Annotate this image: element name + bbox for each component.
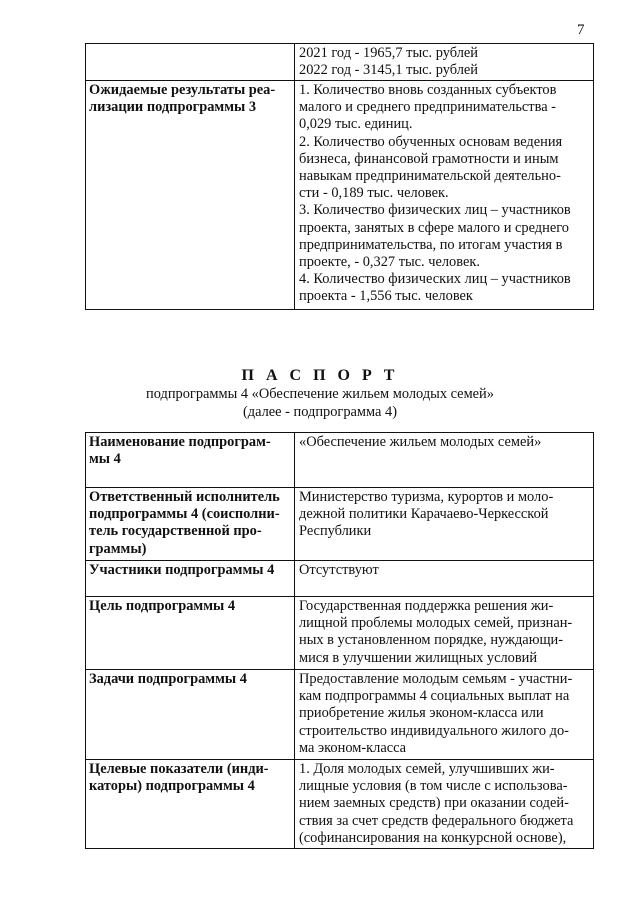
table-row xyxy=(86,44,594,81)
table-row xyxy=(86,561,594,597)
value-line: ных в установленном порядке, нуждающи- xyxy=(299,632,564,649)
value-line: сти - 0,189 тыс. человек. xyxy=(299,185,449,202)
value-line: Государственная поддержка решения жи- xyxy=(299,598,554,614)
row-value xyxy=(295,488,594,561)
value-line: (софинансирования на конкурсной основе), xyxy=(299,829,567,846)
row-value xyxy=(295,561,594,597)
value-line: лищные условия (в том числе с использова- xyxy=(299,778,568,795)
label-line: граммы) xyxy=(89,540,147,557)
value-line: ма эконом-класса xyxy=(299,739,407,756)
label-line: каторы) подпрограммы 4 xyxy=(89,778,255,795)
row-label xyxy=(86,433,295,488)
row-value xyxy=(295,433,594,488)
label-line: Ожидаемые результаты реа- xyxy=(89,82,276,98)
value-line: строительство индивидуального жилого до- xyxy=(299,722,569,739)
label-line: мы 4 xyxy=(89,451,121,468)
value-line: 2022 год - 3145,1 тыс. рублей xyxy=(299,62,478,79)
row-label xyxy=(86,488,295,561)
label-line: Цель подпрограммы 4 xyxy=(89,598,236,614)
label-line: Ответственный исполнитель xyxy=(89,489,280,505)
value-line: бизнеса, финансовой грамотности и иным xyxy=(299,150,559,167)
label-line: подпрограммы 4 (соисполни- xyxy=(89,506,280,523)
value-line: 1. Количество вновь созданных субъектов xyxy=(299,82,557,98)
value-line: навыкам предпринимательской деятельно- xyxy=(299,168,561,185)
label-line: Наименование подпрограм- xyxy=(89,434,271,450)
value-line: приобретение жилья эконом-класса или xyxy=(299,705,544,722)
subprogram-3-table xyxy=(85,43,594,310)
page-number: 7 xyxy=(577,22,585,38)
table-row xyxy=(86,597,594,670)
value-line: 0,029 тыс. единиц. xyxy=(299,116,413,133)
table-row xyxy=(86,670,594,760)
label-line: Участники подпрограммы 4 xyxy=(89,562,275,578)
row-value xyxy=(295,760,594,849)
row-label xyxy=(86,670,295,760)
label-line: тель государственной про- xyxy=(89,523,262,540)
subprogram-4-passport-table xyxy=(85,432,594,849)
label-line: лизации подпрограммы 3 xyxy=(89,99,257,116)
value-line: Республики xyxy=(299,523,372,540)
value-line: проекта - 1,556 тыс. человек xyxy=(299,288,473,305)
table-row xyxy=(86,433,594,488)
value-line: Отсутствуют xyxy=(299,562,379,578)
table-row xyxy=(86,81,594,310)
passport-subtitle-note: (далее - подпрограмма 4) xyxy=(242,404,398,420)
value-line: ствия за счет средств федерального бюджета xyxy=(299,812,574,829)
label-line: Целевые показатели (инди- xyxy=(89,761,269,777)
value-line: 4. Количество физических лиц – участников xyxy=(299,271,571,288)
row-label xyxy=(86,760,295,849)
value-line: мися в улучшении жилищных условий xyxy=(299,649,538,666)
row-value xyxy=(295,670,594,760)
value-line: малого и среднего предпринимательства - xyxy=(299,99,556,116)
value-line: дежной политики Карачаево-Черкесской xyxy=(299,506,549,523)
value-line: лищной проблемы молодых семей, признан- xyxy=(299,615,573,632)
value-line: проекте, - 0,327 тыс. человек. xyxy=(299,254,480,271)
value-line: нием заемных средств) при оказании содей- xyxy=(299,795,569,812)
value-line: 1. Доля молодых семей, улучшивших жи- xyxy=(299,761,555,777)
value-line: 3. Количество физических лиц – участников xyxy=(299,202,571,219)
label-line: Задачи подпрограммы 4 xyxy=(89,671,247,687)
table-row xyxy=(86,488,594,561)
row-value xyxy=(295,44,594,81)
value-line: «Обеспечение жильем молодых семей» xyxy=(299,434,542,450)
row-label xyxy=(86,81,295,310)
row-label xyxy=(86,561,295,597)
row-value xyxy=(295,597,594,670)
table-row xyxy=(86,760,594,849)
value-line: предпринимательства, по итогам участия в xyxy=(299,236,563,253)
value-line: Предоставление молодым семьям - участни- xyxy=(299,671,573,687)
row-label xyxy=(86,44,295,81)
value-line: проекта, занятых в сфере малого и среднего xyxy=(299,219,569,236)
row-label xyxy=(86,597,295,670)
value-line: Министерство туризма, курортов и моло- xyxy=(299,489,554,505)
row-value xyxy=(295,81,594,310)
passport-heading xyxy=(0,366,640,421)
passport-subtitle: подпрограммы 4 «Обеспечение жильем молодых семей» xyxy=(146,386,494,402)
value-line: 2021 год - 1965,7 тыс. рублей xyxy=(299,45,478,61)
passport-title: П А С П О Р Т xyxy=(241,367,399,384)
value-line: кам подпрограммы 4 социальных выплат на xyxy=(299,688,570,705)
value-line: 2. Количество обученных основам ведения xyxy=(299,133,563,150)
